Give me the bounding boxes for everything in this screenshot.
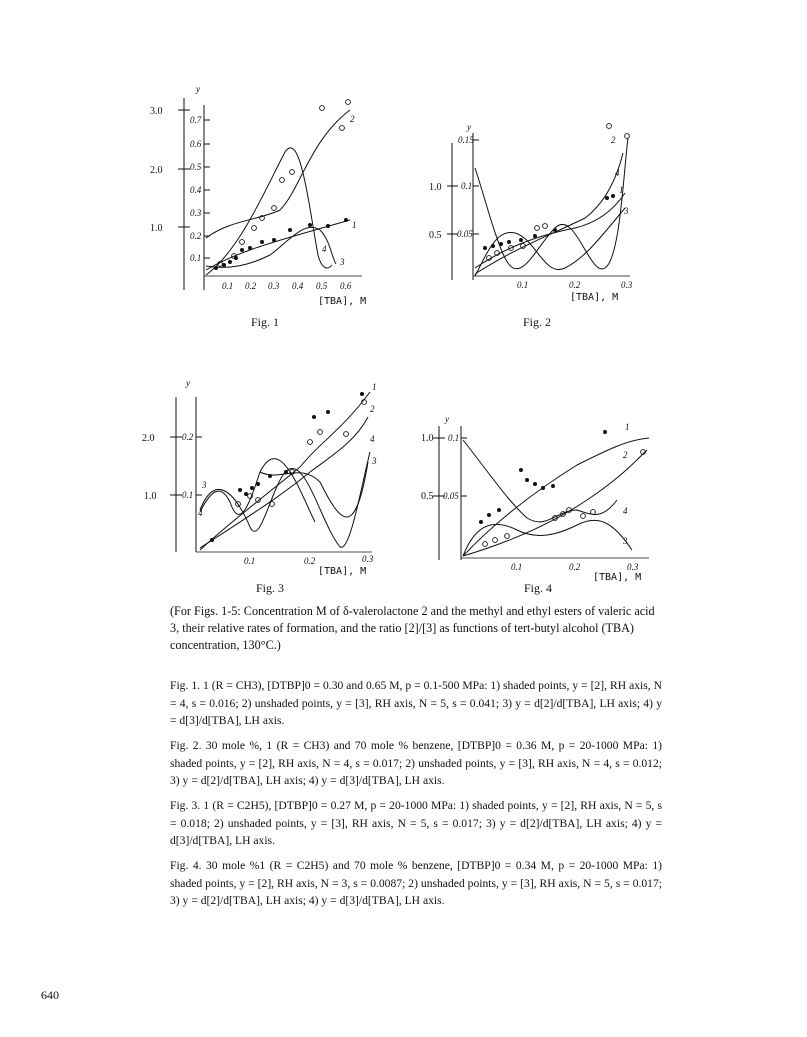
rh-tick: 1.0	[150, 223, 163, 234]
figure-3-legend: Fig. 3. 1 (R = C2H5), [DTBP]0 = 0.27 M, p = 20-1000 MPa: 1) shaded points, y = [2], RH axis, N = 5, s = 0.018; 2) unshaded points, y = [3], RH axis, N = 5, s = 0.017; 3) y = d[2]/d[TBA], LH axis; 4) y = d[3]/d[TBA], LH axis.	[170, 799, 662, 847]
x-tick: 0.3	[268, 281, 280, 291]
rh-tick: 3.0	[150, 106, 163, 117]
data-points-shaded	[479, 430, 607, 524]
figures-note: (For Figs. 1-5: Concentration M of δ-valerolactone 2 and the methyl and ethyl esters of valeric acid 3, their relative rates of formation, and the ratio [2]/[3] as functions of tert-butyl alcohol (TBA) concentration, 130°C.)	[170, 604, 655, 652]
figure-3-plot	[140, 372, 380, 582]
lh-tick: 0.05	[457, 229, 473, 239]
figure-1	[150, 80, 380, 320]
x-axis-label: [TBA], M	[318, 566, 367, 577]
x-tick: 0.3	[362, 554, 374, 564]
curve-3	[475, 208, 625, 276]
x-tick: 0.1	[222, 281, 234, 291]
figure-3	[140, 372, 380, 582]
lh-tick: 0.2	[182, 432, 194, 442]
lh-tick: 0.1	[190, 253, 202, 263]
x-tick: 0.3	[621, 280, 633, 290]
figure-4-caption: Fig. 4	[523, 581, 552, 595]
curve-label: 3	[623, 536, 628, 546]
x-tick: 0.4	[292, 281, 304, 291]
curve-2	[463, 450, 647, 556]
x-axis-label: [TBA], M	[593, 572, 642, 583]
curve-4-left	[200, 452, 370, 547]
curve-label: 2	[611, 135, 616, 145]
curve-label: 1	[372, 382, 377, 392]
curve-label: 4	[198, 508, 203, 518]
lh-tick: 0.1	[448, 433, 460, 443]
x-tick: 0.2	[569, 280, 581, 290]
data-points-unshaded	[218, 100, 351, 267]
figure-3-caption: Fig. 3	[255, 581, 284, 595]
curve-label: 3	[372, 456, 377, 466]
y-axis-label: y	[467, 122, 471, 132]
figure-2-plot	[425, 118, 655, 308]
curve-2	[475, 153, 623, 274]
lh-tick: 0.1	[182, 490, 194, 500]
rh-tick: 1.0	[144, 491, 157, 502]
figure-4-legend: Fig. 4. 30 mole %1 (R = C2H5) and 70 mole % benzene, [DTBP]0 = 0.34 M, p = 20-1000 MPa: 1) shaded points, y = [2], RH axis, N = 3, s = 0.0087; 2) unshaded points, y = [3], RH axis, N = 5, s = 0.017; 3) y = d[2]/d[TBA], LH axis; 4) y = d[3]/d[TBA], LH axis.	[170, 859, 662, 907]
rh-tick: 2.0	[142, 433, 155, 444]
figure-4-plot	[417, 410, 667, 582]
data-points-unshaded	[236, 400, 367, 507]
curve-label: 1	[619, 185, 624, 195]
curve-3	[463, 520, 632, 556]
curve-1	[475, 193, 625, 268]
figure-4	[417, 410, 667, 582]
curve-label: 1	[625, 422, 630, 432]
figure-2-legend: Fig. 2. 30 mole %, 1 (R = CH3) and 70 mole % benzene, [DTBP]0 = 0.36 M, p = 20-1000 MPa: 1) shaded points, y = [2], RH axis, N = 4, s = 0.017; 2) unshaded points, y = [3], RH axis, N = 4, s = 0.012; 3) y = d[2]/d[TBA], LH axis; 4) y = d[3]/d[TBA], LH axis.	[170, 739, 662, 787]
lh-tick: 0.05	[443, 491, 459, 501]
figure-1-caption: Fig. 1	[250, 315, 279, 329]
figure-2-caption: Fig. 2	[522, 315, 551, 329]
rh-tick: 2.0	[150, 165, 163, 176]
curve-1	[463, 438, 649, 556]
data-points-shaded	[483, 194, 615, 250]
lh-tick: 0.6	[190, 139, 202, 149]
y-axis-label: y	[445, 414, 449, 424]
curve-label: 2	[350, 114, 355, 124]
page-number: 640	[41, 988, 59, 1002]
curve-3-left	[200, 459, 315, 522]
x-tick: 0.6	[340, 281, 352, 291]
x-tick: 0.3	[627, 562, 639, 572]
x-tick: 0.1	[511, 562, 523, 572]
figure-1-legend: Fig. 1. 1 (R = CH3), [DTBP]0 = 0.30 and 0.65 M, p = 0.1-500 MPa: 1) shaded points, y = [2], RH axis, N = 4, s = 0.016; 2) unshaded points, y = [3], RH axis, N = 5, s = 0.041; 3) y = d[2]/d[TBA], LH axis; 4) y = d[3]/d[TBA], LH axis.	[170, 679, 662, 727]
lh-tick: 0.3	[190, 208, 202, 218]
lh-tick: 0.5	[190, 162, 202, 172]
rh-tick: 1.0	[429, 182, 442, 193]
x-tick: 0.1	[517, 280, 529, 290]
curve-label: 4	[322, 244, 327, 254]
figure-2	[425, 118, 655, 308]
curve-label: 4	[623, 506, 628, 516]
x-tick: 0.5	[316, 281, 328, 291]
curve-4	[475, 138, 628, 269]
x-axis-label: [TBA], M	[318, 296, 367, 307]
data-points-unshaded	[483, 450, 646, 547]
y-axis-label: y	[186, 378, 190, 388]
lh-tick: 0.4	[190, 185, 202, 195]
curve-label: 3	[624, 206, 629, 216]
rh-tick: 1.0	[421, 433, 434, 444]
y-axis-label: y	[196, 84, 200, 94]
curve-label: 3	[202, 480, 207, 490]
curve-label: 4	[370, 434, 375, 444]
curve-label: 2	[623, 450, 628, 460]
curve-label: 1	[352, 220, 357, 230]
curve-label: 3	[340, 257, 345, 267]
x-tick: 0.1	[244, 556, 256, 566]
rh-tick: 0.5	[421, 491, 434, 502]
lh-tick: 0.15	[458, 135, 474, 145]
lh-tick: 0.7	[190, 115, 202, 125]
x-tick: 0.2	[569, 562, 581, 572]
x-tick: 0.2	[245, 281, 257, 291]
curve-label: 4	[615, 168, 620, 178]
figure-1-plot	[150, 80, 380, 320]
rh-tick: 0.5	[429, 230, 442, 241]
curve-label: 2	[370, 404, 375, 414]
curve-2	[206, 110, 350, 238]
x-axis-label: [TBA], M	[570, 292, 619, 303]
lh-tick: 0.1	[461, 181, 473, 191]
lh-tick: 0.2	[190, 231, 202, 241]
x-tick: 0.2	[304, 556, 316, 566]
